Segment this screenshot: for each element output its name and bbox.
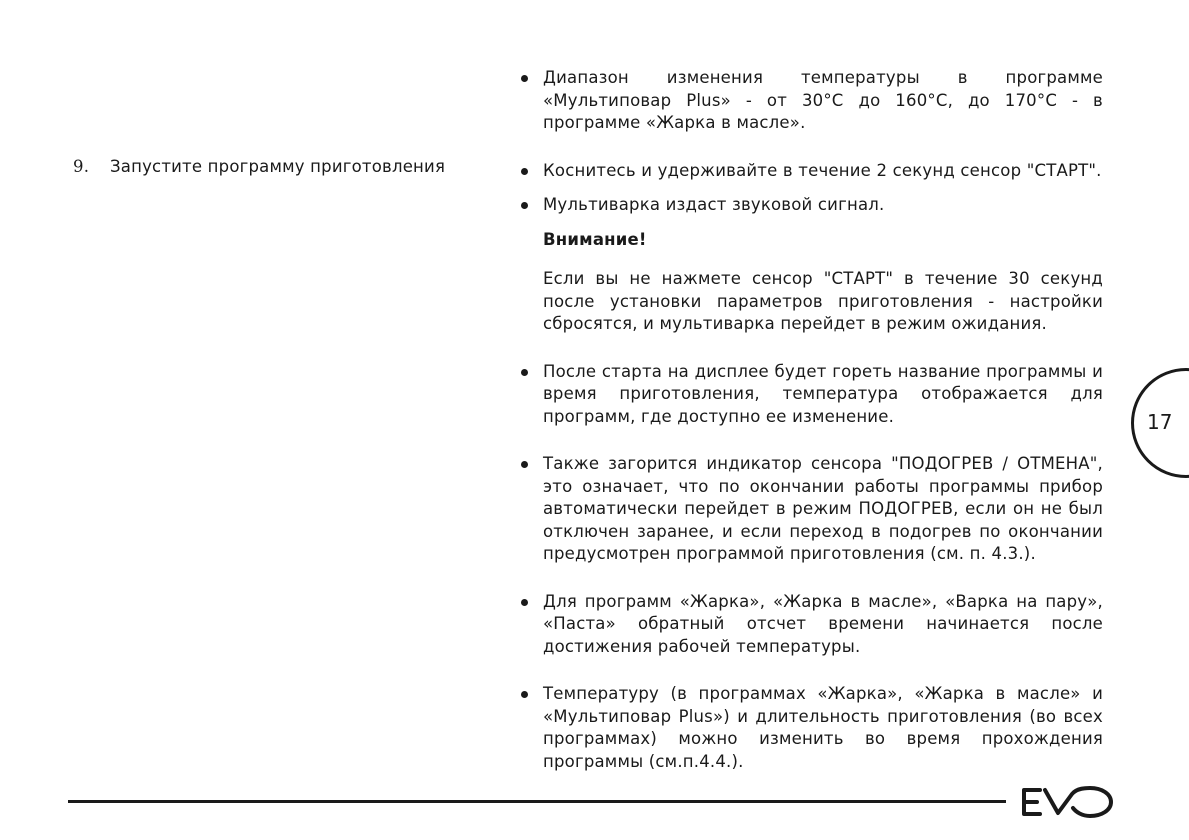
note-text: Если вы не нажмете сенсор "СТАРТ" в течение 30 секунд после установки параметров приготовления - настройки сбросятся, и мультиварка перейдет в режим ожидания.: [543, 269, 1103, 333]
bullet-list-2: [519, 361, 1103, 774]
list-item: Диапазон изменения температуры в программе «Мультиповар Plus» - от 30°С до 160°С, до 170°С - в программе «Жарка в масле».: [519, 67, 1103, 135]
list-item: Коснитесь и удерживайте в течение 2 секунд сенсор "СТАРТ".: [519, 160, 1103, 183]
bullet-list: [519, 67, 1103, 217]
evo-logo-icon: [1020, 786, 1116, 818]
step-number: 9.: [73, 157, 90, 176]
list-item: После старта на дисплее будет гореть название программы и время приготовления, температура отображается для программ, где доступно ее изменение.: [519, 361, 1103, 429]
note-title: Внимание!: [543, 229, 647, 249]
footer-divider: [68, 800, 1006, 803]
attention-note: [519, 229, 1103, 336]
step-text: Запустите программу приготовления: [110, 157, 446, 176]
list-item: Также загорится индикатор сенсора "ПОДОГРЕВ / ОТМЕНА", это означает, что по окончании работы программы прибор автоматически перейдет в режим ПОДОГРЕВ, если он не был отключен заранее, и если переход в подогрев по окончании предусмотрен программой приготовления (см. п. 4.3.).: [519, 453, 1103, 566]
list-item: Для программ «Жарка», «Жарка в масле», «Варка на пару», «Паста» обратный отсчет времени начинается после достижения рабочей температуры.: [519, 591, 1103, 659]
list-item: Температуру (в программах «Жарка», «Жарка в масле» и «Мультиповар Plus») и длительность приготовления (во всех программах) можно изменить во время прохождения программы (см.п.4.4.).: [519, 683, 1103, 773]
step-instruction: [73, 155, 473, 179]
page-number: 17: [1147, 410, 1173, 434]
instructions-column: [519, 67, 1103, 773]
list-item: Мультиварка издаст звуковой сигнал.: [519, 194, 1103, 217]
